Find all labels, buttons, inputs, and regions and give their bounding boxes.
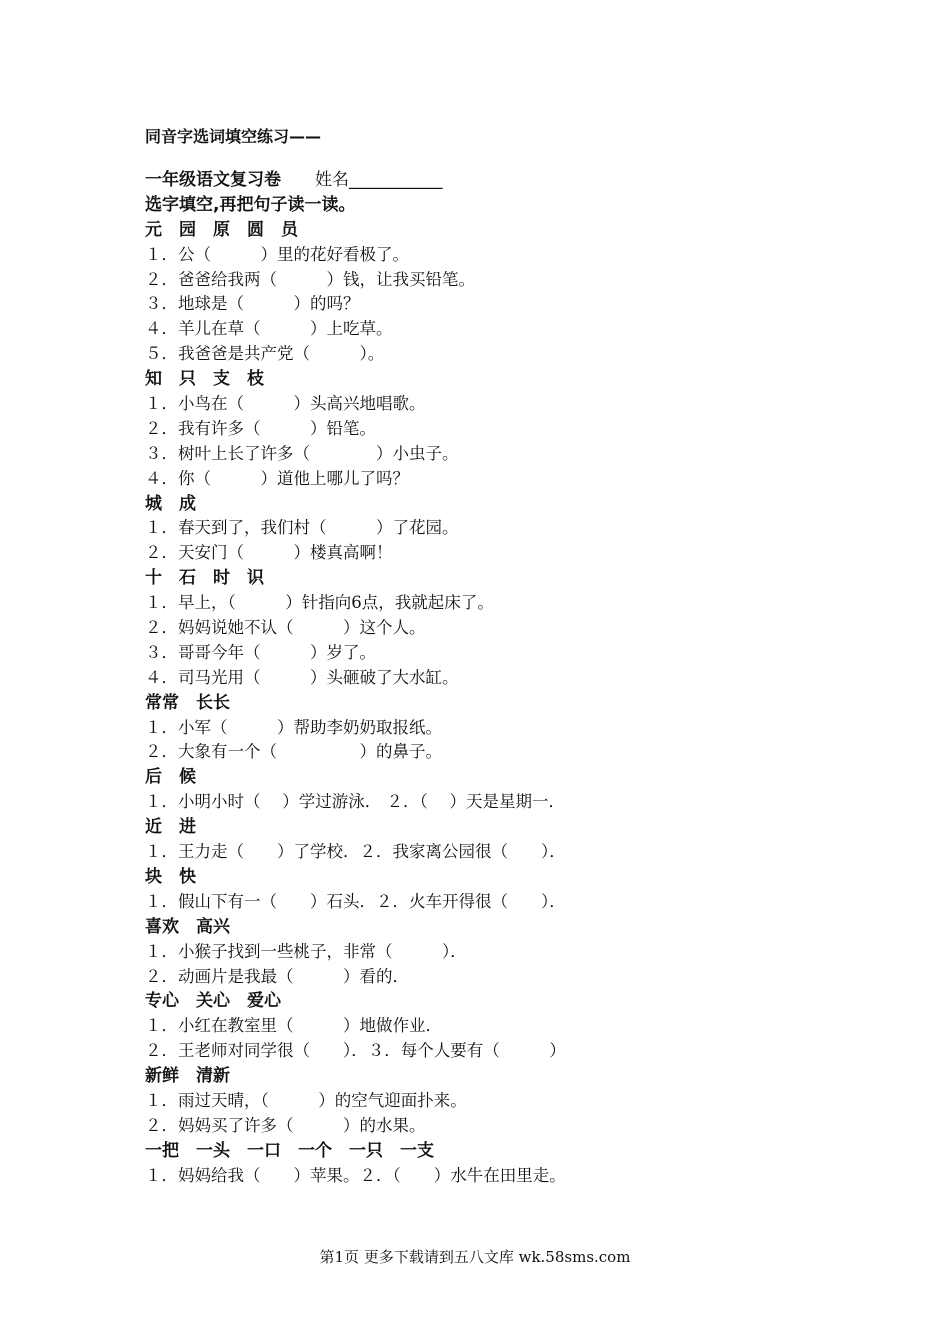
question-item: ３．树叶上长了许多（ ）小虫子。: [145, 443, 459, 463]
question-item: １．妈妈给我（ ）苹果。２．（ ）水牛在田里走。: [145, 1165, 566, 1185]
question-item: １．小红在教室里（ ）地做作业．: [145, 1016, 442, 1036]
instruction: 选字填空,再把句子读一读。: [145, 194, 356, 215]
question-item: ２．爸爸给我两（ ）钱，让我买铅笔。: [145, 269, 475, 289]
question-item: ５．我爸爸是共产党（ ）。: [145, 344, 385, 364]
question-item: １．小军（ ）帮助李奶奶取报纸。: [145, 717, 442, 737]
word-choices: 后 候: [145, 767, 196, 788]
word-choices: 一把 一头 一口 一个 一只 一支: [145, 1140, 434, 1161]
name-blank: ___________: [349, 170, 443, 190]
question-item: １．公（ ）里的花好看极了。: [145, 244, 409, 264]
word-choices: 块 快: [145, 866, 196, 887]
word-choices: 知 只 支 枝: [145, 369, 264, 390]
question-groups: [145, 218, 845, 1189]
word-choices: 元 园 原 圆 员: [145, 219, 298, 240]
name-label: 姓名: [315, 170, 349, 190]
question-item: １．假山下有一（ ）石头．２．火车开得很（ ）．: [145, 891, 566, 911]
question-item: １．小明小时（ ）学过游泳． ２．（ ）天是星期一．: [145, 792, 565, 812]
word-choices: 城 成: [145, 493, 196, 514]
word-choices: 新鲜 清新: [145, 1066, 230, 1087]
question-item: １．小鸟在（ ）头高兴地唱歌。: [145, 394, 426, 414]
question-item: ２．大象有一个（ ）的鼻子。: [145, 742, 442, 762]
word-choices: 近 进: [145, 817, 196, 838]
question-item: ４．羊儿在草（ ）上吃草。: [145, 319, 393, 339]
question-item: １．早上，（ ）针指向6点，我就起床了。: [145, 593, 494, 613]
exam-title: 一年级语文复习卷: [145, 170, 281, 190]
word-choices: 专心 关心 爱心: [145, 991, 281, 1012]
question-item: ２．妈妈买了许多（ ）的水果。: [145, 1115, 426, 1135]
document-title: 同音字选词填空练习——: [145, 127, 322, 146]
question-item: ２．动画片是我最（ ）看的．: [145, 966, 409, 986]
worksheet-content: [145, 168, 845, 1189]
exam-header: [145, 168, 845, 193]
question-item: ２．王老师对同学很（ ）．３．每个人要有（ ）: [145, 1041, 566, 1061]
question-item: １．小猴子找到一些桃子，非常（ ）．: [145, 941, 467, 961]
question-item: ４．你（ ）道他上哪儿了吗？: [145, 468, 409, 488]
question-item: １．春天到了，我们村（ ）了花园。: [145, 518, 459, 538]
word-choices: 喜欢 高兴: [145, 916, 230, 937]
question-item: １．王力走（ ）了学校．２．我家离公园很（ ）．: [145, 842, 566, 862]
question-item: ３．地球是（ ）的吗？: [145, 294, 360, 314]
question-item: ２．妈妈说她不认（ ）这个人。: [145, 618, 426, 638]
question-item: ２．天安门（ ）楼真高啊！: [145, 543, 393, 563]
word-choices: 常常 长长: [145, 692, 230, 713]
question-item: ３．哥哥今年（ ）岁了。: [145, 642, 376, 662]
word-choices: 十 石 时 识: [145, 568, 264, 589]
question-item: ４．司马光用（ ）头砸破了大水缸。: [145, 667, 459, 687]
question-item: １．雨过天晴，（ ）的空气迎面扑来。: [145, 1090, 467, 1110]
question-item: ２．我有许多（ ）铅笔。: [145, 418, 376, 438]
page-footer: 第1页 更多下载请到五八文库 wk.58sms.com: [319, 1248, 631, 1266]
